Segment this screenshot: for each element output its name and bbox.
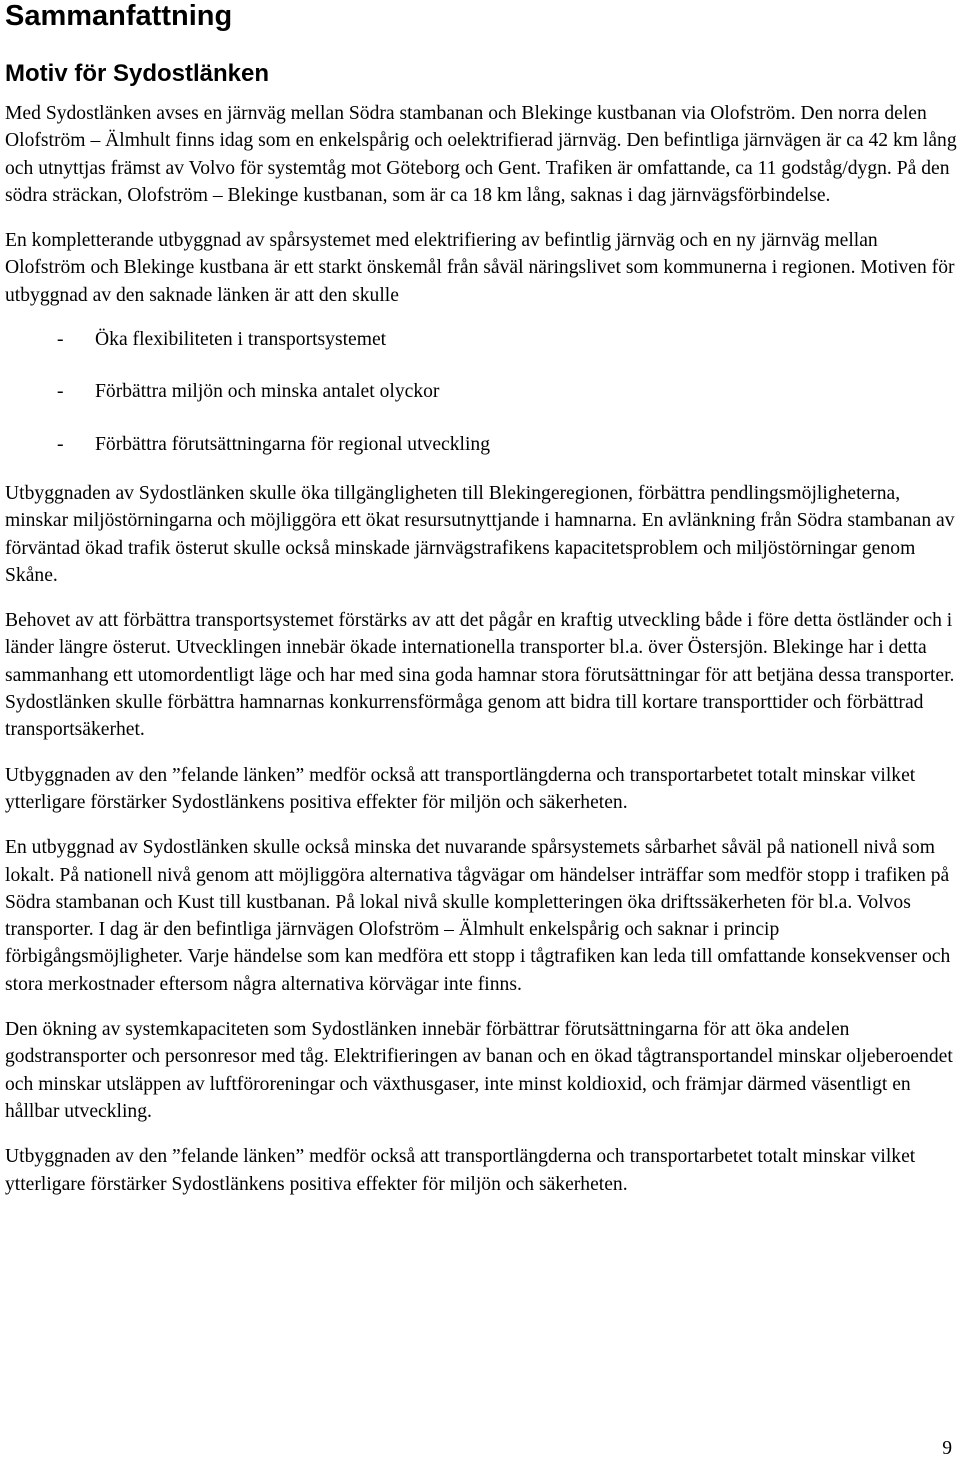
paragraph-vulnerability: En utbyggnad av Sydostlänken skulle också minska det nuvarande spårsystemets sårbarhet såväl på nationell nivå som lokalt. På nationell nivå genom att möjliggöra alternativa tågvägar om händelser inträffar som medför stopp i trafiken på Södra stambanan och Kust till kustbanan. På lokal nivå skulle kompletteringen öka driftssäkerheten för bl.a. Volvos transporter. I dag är den befintliga järnvägen Olofström – Älmhult enkelspårig och saknar i princip förbigångsmöjligheter. Varje händelse som kan medföra ett stopp i tågtrafiken kan leda till omfattande konsekvenser och stora merkostnader eftersom några alternativa körvägar inte finns. — [5, 837, 951, 995]
paragraph-motives: En kompletterande utbyggnad av spårsystemet med elektrifiering av befintlig järnväg och en ny järnväg mellan Olofström och Blekinge kustbana är ett starkt önskemål från såväl näringslivet som kommunerna i regionen. Motiven för utbyggnad av den saknade länken är att den skulle — [5, 230, 955, 306]
motives-list — [5, 326, 957, 458]
list-item-text: Förbättra miljön och minska antalet olyckor — [95, 381, 440, 403]
page-number: 9 — [942, 1438, 952, 1459]
list-marker: - — [57, 381, 64, 403]
paragraph-capacity: Den ökning av systemkapaciteten som Sydostlänken innebär förbättrar förutsättningarna för att öka andelen godstransporter och personresor med tåg. Elektrifieringen av banan och en ökad tågtransportandel minskar oljeberoendet och minskar utsläppen av luftföroreningar och växthusgaser, inte minst koldioxid, och främjar därmed väsentligt en hållbar utveckling. — [5, 1019, 953, 1122]
list-item-text: Öka flexibiliteten i transportsystemet — [95, 329, 387, 351]
list-item — [5, 326, 957, 353]
paragraph-intro: Med Sydostlänken avses en järnväg mellan Södra stambanan och Blekinge kustbanan via Olofström. Den norra delen Olofström – Älmhult finns idag som en enkelspårig och oelektrifierad järnväg. Den befintliga järnvägen är ca 42 km lång och utnyttjas främst av Volvo för systemtåg mot Göteborg och Gent. Trafiken är omfattande, ca 11 godståg/dygn. På den södra sträckan, Olofström – Blekinge kustbanan, som är ca 18 km lång, saknas i dag järnvägsförbindelse. — [5, 103, 957, 206]
paragraph-accessibility: Utbyggnaden av Sydostlänken skulle öka tillgängligheten till Blekingeregionen, förbättra pendlingsmöjligheterna, minskar miljöstörningarna och möjliggöra ett ökat resursutnyttjande i hamnarna. En avlänkning från Södra stambanan av förväntad ökad trafik österut skulle också minskade järnvägstrafikens kapacitetsproblem och miljöstörningar genom Skåne. — [5, 482, 955, 586]
paragraph-missing-link: Utbyggnaden av den ”felande länken” medför också att transportlängderna och transportarbetet totalt minskar vilket ytterligare förstärker Sydostlänkens positiva effekter för miljön och säkerheten. — [5, 764, 916, 813]
page-heading: Sammanfattning — [5, 0, 233, 32]
list-item — [5, 431, 957, 458]
document-page — [5, 0, 957, 1198]
list-item-text: Förbättra förutsättningarna för regional utveckling — [95, 433, 491, 455]
paragraph-missing-link-repeat: Utbyggnaden av den ”felande länken” medför också att transportlängderna och transportarbetet totalt minskar vilket ytterligare förstärker Sydostlänkens positiva effekter för miljön och säkerheten. — [5, 1146, 916, 1195]
section-heading: Motiv för Sydostlänken — [5, 60, 270, 87]
list-marker: - — [57, 329, 64, 351]
paragraph-transport-need: Behovet av att förbättra transportsystemet förstärks av att det pågår en kraftig utveckling både i före detta östländer och i länder längre österut. Utvecklingen innebär ökade internationella transporter bl.a. över Östersjön. Blekinge har i detta sammanhang ett utomordentligt läge och har med sina goda hamnar stora förutsättningar för att betjäna dessa transporter. Sydostlänken skulle förbättra hamnarnas konkurrensförmåga genom att bidra till kortare transporttider och förbättrad transportsäkerhet. — [5, 610, 955, 741]
list-marker: - — [57, 433, 64, 455]
list-item — [5, 378, 957, 405]
